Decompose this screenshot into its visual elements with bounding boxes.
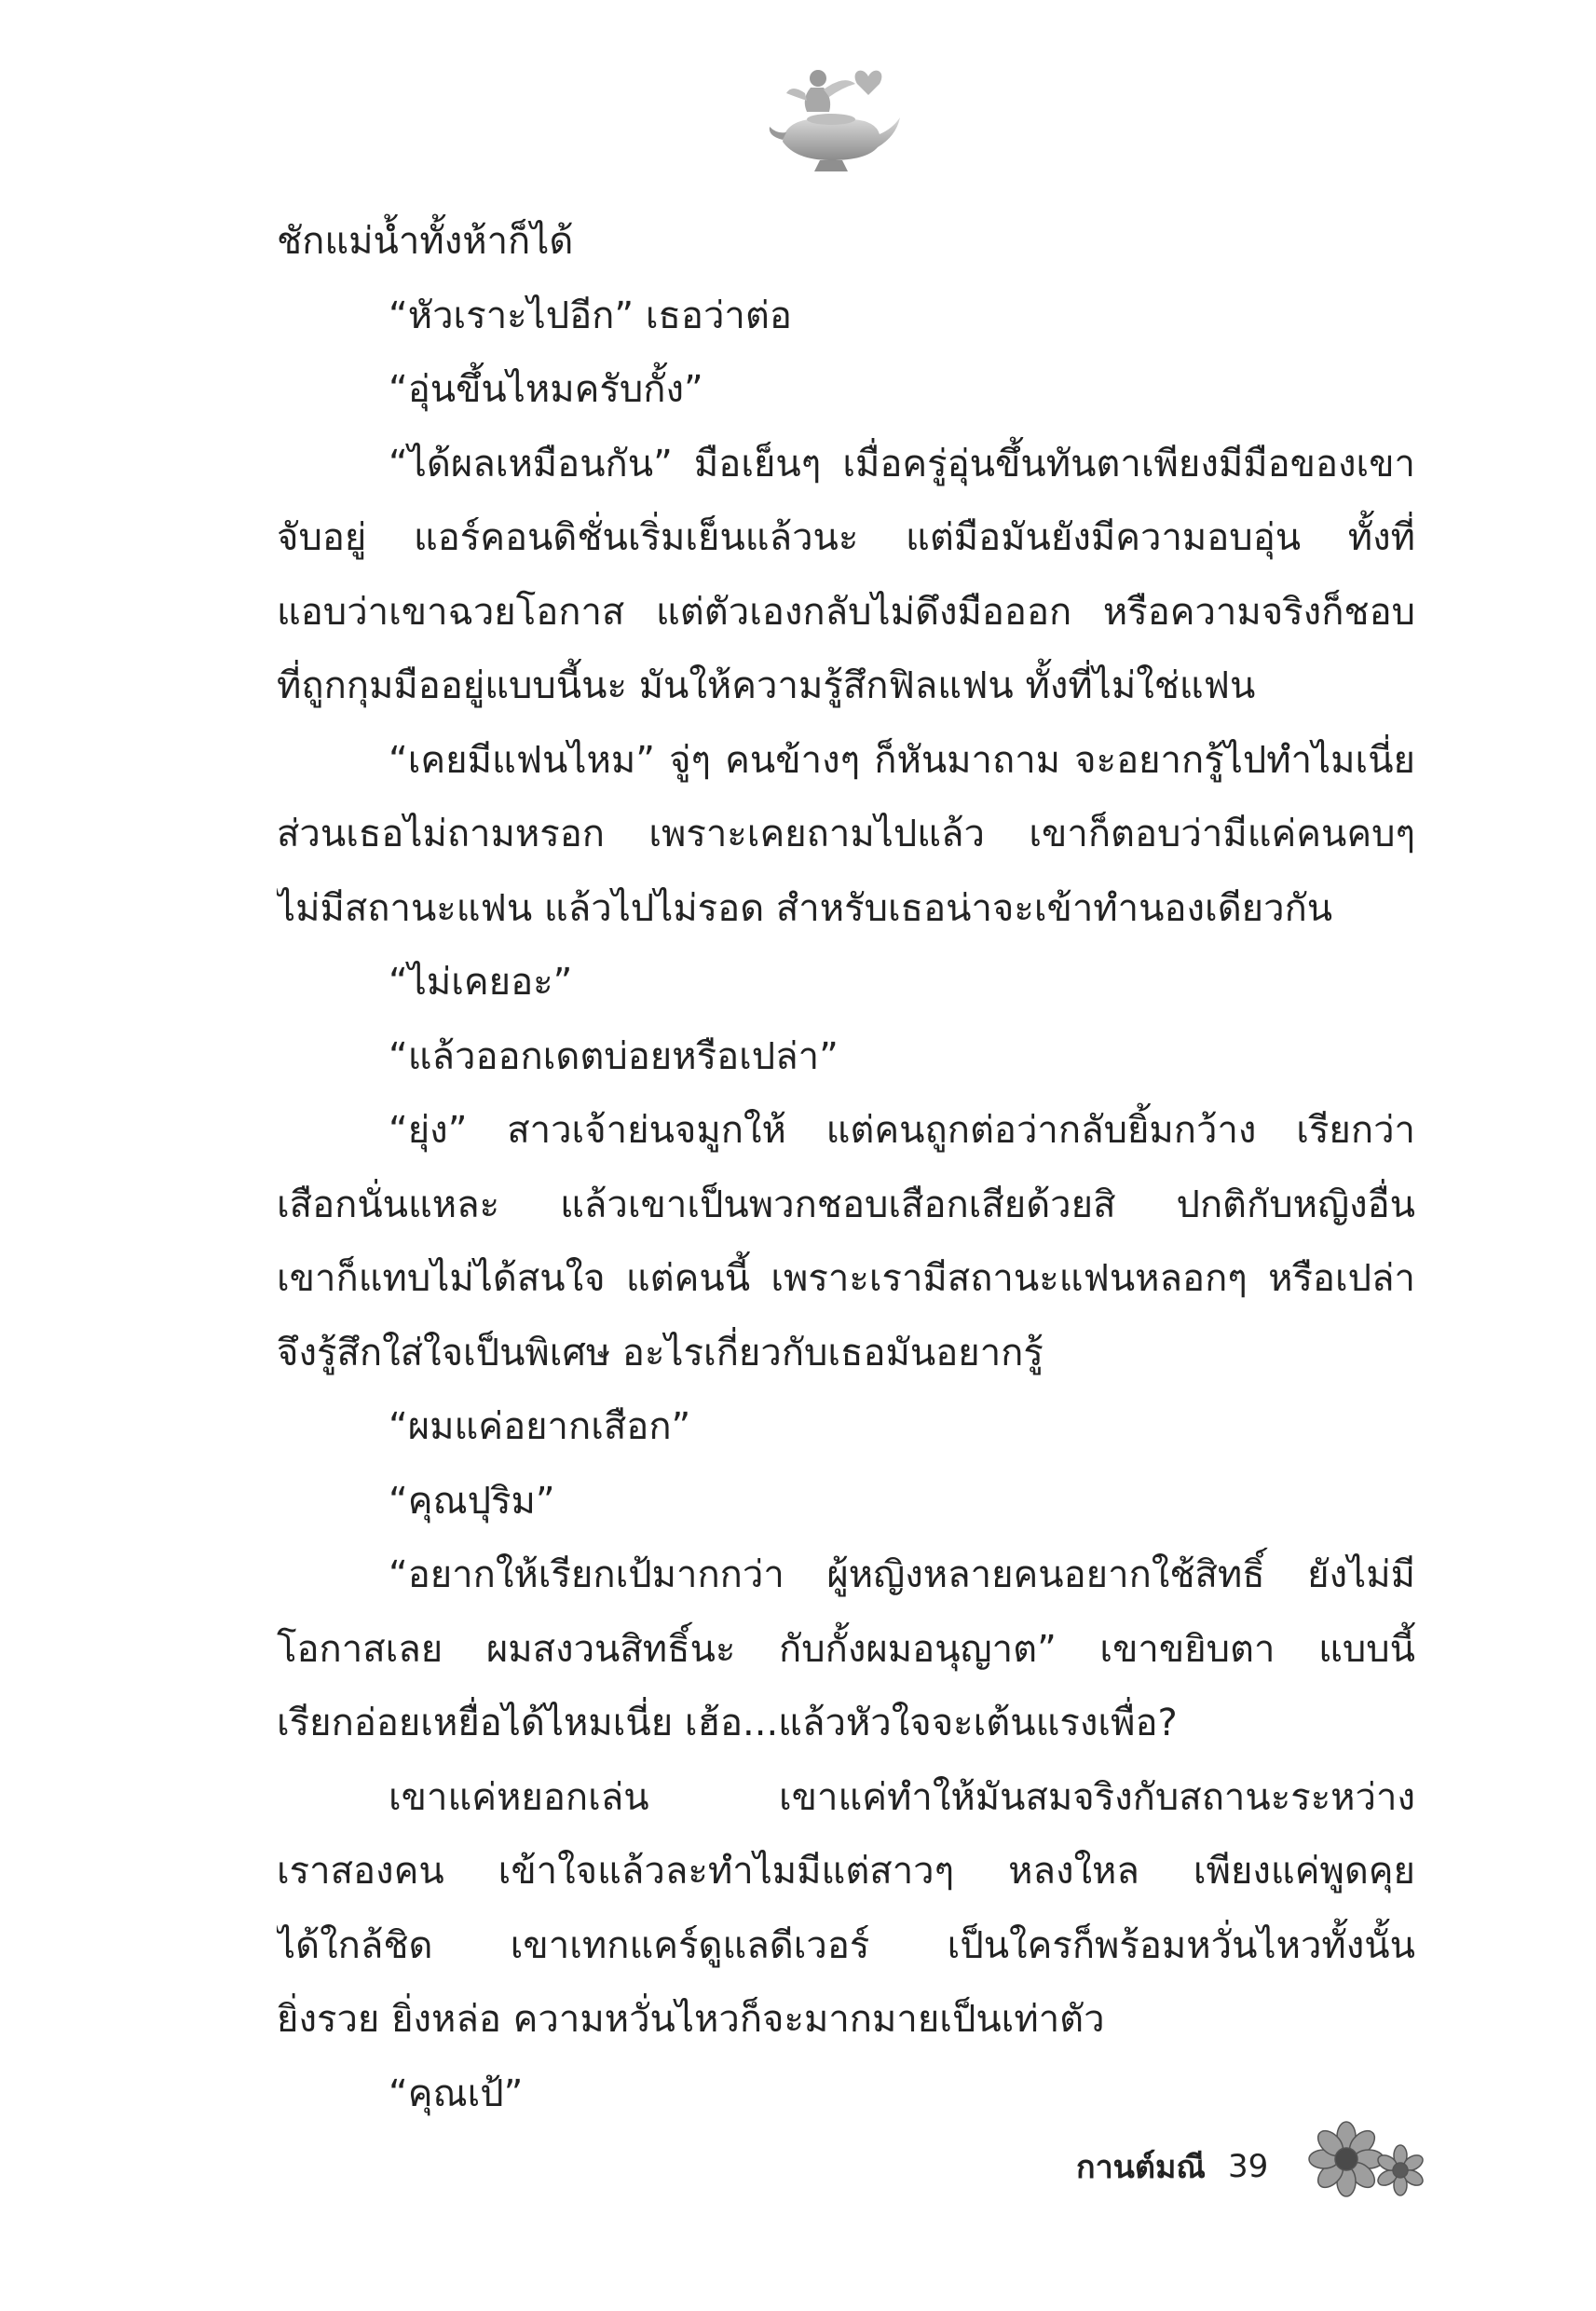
text-line: ไม่มีสถานะแฟน แล้วไปไม่รอด สำหรับเธอน่าจะเข้าทำนองเดียวกัน — [277, 886, 1333, 930]
text-line: ที่ถูกกุมมืออยู่แบบนี้นะ มันให้ความรู้สึกฟิลแฟน ทั้งที่ไม่ใช่แฟน — [277, 664, 1256, 707]
genie-lamp-cupid-icon — [764, 56, 904, 177]
text-line: โอกาสเลย ผมสงวนสิทธิ์นะ กับกั้งผมอนุญาต” เขาขยิบตา แบบนี้ — [277, 1627, 1415, 1671]
text-line: ยิ่งรวย ยิ่งหล่อ ความหวั่นไหวก็จะมากมายเป็นเท่าตัว — [277, 1998, 1105, 2041]
text-line: ชักแม่น้ำทั้งห้าก็ได้ — [277, 220, 574, 263]
text-line: ได้ใกล้ชิด เขาเทกแคร์ดูแลดีเวอร์ เป็นใครก็พร้อมหวั่นไหวทั้งนั้น — [277, 1923, 1415, 1967]
text-line: เรียกอ่อยเหยื่อได้ไหมเนี่ย เฮ้อ...แล้วหัวใจจะเต้นแรงเพื่อ? — [277, 1702, 1178, 1744]
text-line: เราสองคน เข้าใจแล้วละทำไมมีแต่สาวๆ หลงใหล เพียงแค่พูดคุย — [277, 1850, 1415, 1893]
page-body — [277, 205, 1415, 2131]
text-line: “เคยมีแฟนไหม” จู่ๆ คนข้างๆ ก็หันมาถาม จะอยากรู้ไปทำไมเนี่ย — [389, 738, 1415, 782]
text-line: จับอยู่ แอร์คอนดิชั่นเริ่มเย็นแล้วนะ แต่มือมันยังมีความอบอุ่น ทั้งที่ — [277, 516, 1415, 559]
text-line: “ไม่เคยอะ” — [389, 961, 573, 1004]
text-line: แอบว่าเขาฉวยโอกาส แต่ตัวเองกลับไม่ดึงมือออก หรือความจริงก็ชอบ — [277, 590, 1415, 634]
text-line: จึงรู้สึกใส่ใจเป็นพิเศษ อะไรเกี่ยวกับเธอมันอยากรู้ — [277, 1331, 1044, 1374]
page-number: 39 — [1227, 2148, 1269, 2185]
text-line: “ได้ผลเหมือนกัน” มือเย็นๆ เมื่อครู่อุ่นขึ้นทันตาเพียงมีมือของเขา — [389, 442, 1415, 485]
text-line: “คุณเป้” — [389, 2072, 524, 2115]
text-line: “ยุ่ง” สาวเจ้าย่นจมูกให้ แต่คนถูกต่อว่ากลับยิ้มกว้าง เรียกว่า — [389, 1109, 1415, 1152]
text-line: ส่วนเธอไม่ถามหรอก เพราะเคยถามไปแล้ว เขาก็ตอบว่ามีแค่คนคบๆ — [277, 813, 1415, 855]
text-line: เขาก็แทบไม่ได้สนใจ แต่คนนี้ เพราะเรามีสถานะแฟนหลอกๆ หรือเปล่า — [277, 1257, 1415, 1300]
flowers-icon — [1300, 2111, 1430, 2213]
text-line: “อุ่นขึ้นไหมครับกั้ง” — [389, 368, 703, 411]
footer-book-title: กานต์มณี — [1076, 2149, 1206, 2186]
text-line: “คุณปุริม” — [389, 1479, 555, 1523]
page-footer — [1076, 2134, 1268, 2199]
text-line: เสือกนั่นแหละ แล้วเขาเป็นพวกชอบเสือกเสียด้วยสิ ปกติกับหญิงอื่น — [277, 1183, 1415, 1226]
text-line: “แล้วออกเดตบ่อยหรือเปล่า” — [389, 1034, 839, 1078]
text-line: “ผมแค่อยากเสือก” — [389, 1405, 691, 1448]
text-line: “อยากให้เรียกเป้มากกว่า ผู้หญิงหลายคนอยากใช้สิทธิ์ ยังไม่มี — [389, 1553, 1415, 1596]
text-line: เขาแค่หยอกเล่น เขาแค่ทำให้มันสมจริงกับสถานะระหว่าง — [389, 1775, 1415, 1819]
text-line: “หัวเราะไปอีก” เธอว่าต่อ — [389, 294, 792, 337]
